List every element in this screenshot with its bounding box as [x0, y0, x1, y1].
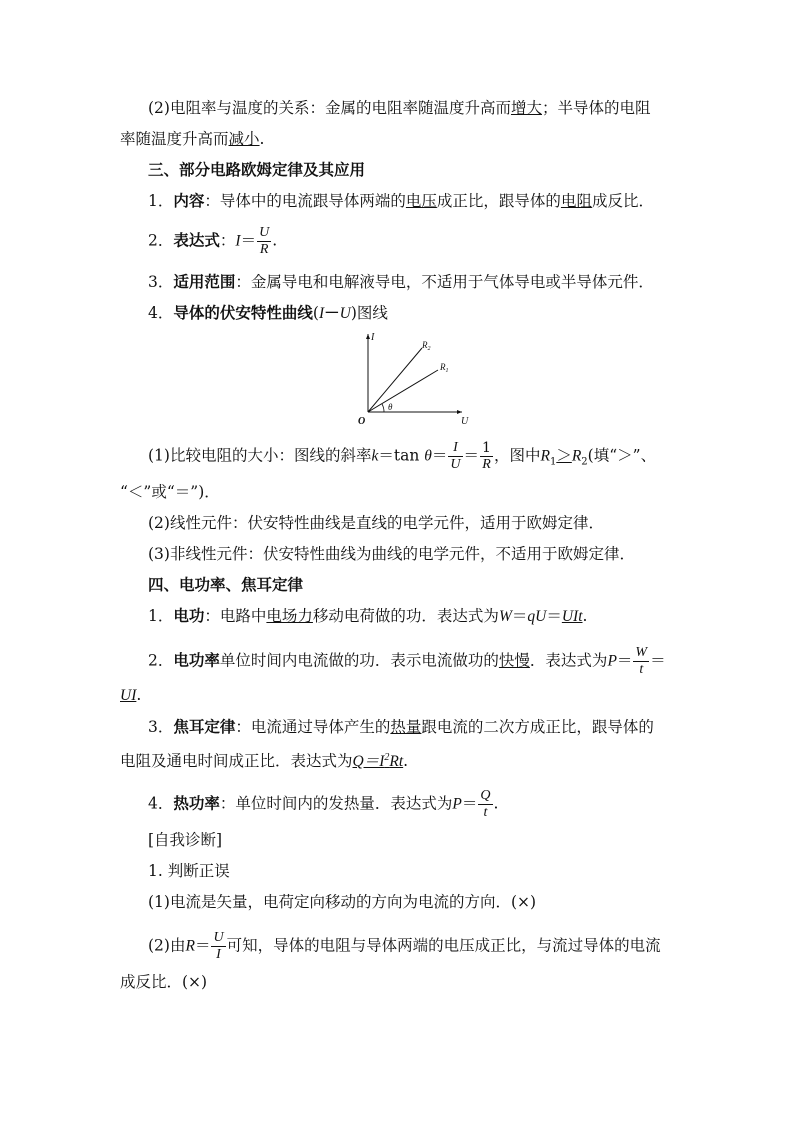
text: ：单位时间内的发热量．表达式为	[219, 794, 453, 813]
var-I: I	[235, 232, 241, 250]
equals: ＝	[511, 607, 528, 625]
r1-subscript: 1	[445, 368, 449, 374]
angle-arc	[382, 404, 384, 412]
ohm-content-line	[148, 190, 654, 212]
item-label: 电功	[173, 606, 205, 625]
subscript: 2	[581, 456, 588, 468]
item-number: 1．	[148, 607, 174, 625]
answer-Q-formula	[353, 753, 404, 770]
var-U: U	[339, 305, 351, 322]
answer-rate: 快慢	[498, 651, 530, 670]
var-W: W	[498, 608, 512, 625]
equals: ＝	[240, 231, 257, 250]
i-axis-arrow	[366, 334, 370, 339]
denominator: I	[216, 947, 221, 962]
fraction-I-over-U	[448, 440, 462, 473]
judge-item-2-line-2: 成反比．(×)	[120, 973, 208, 991]
r2-label	[421, 340, 431, 352]
denominator: t	[639, 662, 644, 677]
answer-greater: ＞	[556, 446, 572, 465]
item-label: 表达式	[173, 230, 220, 250]
numerator: U	[259, 225, 270, 240]
superscript: 2	[384, 752, 390, 763]
answer-UIt: UIt	[561, 608, 583, 625]
theta-label: θ	[388, 402, 393, 412]
var-theta: θ	[424, 447, 432, 465]
electric-power-line	[148, 645, 666, 678]
judge-item-1: (1)电流是矢量，电荷定向移动的方向为电流的方向．(×)	[148, 893, 537, 911]
section-heading-ohms-law: 三、部分电路欧姆定律及其应用	[148, 160, 366, 179]
text: .	[493, 794, 499, 813]
denominator: U	[450, 457, 461, 472]
var-I: I	[318, 305, 325, 322]
compare-resistance-line-2: “＜”或“＝”)．	[120, 483, 220, 501]
compare-resistance-line	[148, 440, 656, 474]
text: (1)比较电阻的大小：图线的斜率	[148, 446, 372, 465]
r2-letter: R	[422, 340, 428, 350]
resistivity-temperature-line	[148, 97, 651, 119]
numerator: 1	[482, 440, 491, 456]
text: .	[403, 752, 409, 771]
item-number: 1．	[148, 192, 174, 210]
linear-element-line: (2)线性元件：伏安特性曲线是直线的电学元件，适用于欧姆定律．	[148, 514, 604, 532]
text: 单位时间内电流做的功．表示电流做功的	[219, 651, 499, 670]
text: (2)电阻率与温度的关系：金属的电阻率随温度升高而	[148, 99, 511, 117]
thermal-power-line	[148, 788, 498, 821]
text: ．表达式为	[529, 651, 608, 670]
var-R: R	[571, 447, 582, 465]
numerator: U	[213, 930, 224, 945]
numerator: I	[448, 440, 462, 457]
text: ：	[219, 231, 236, 250]
text: 可知，导体的电阻与导体两端的电压成正比，与流过导体的电流	[226, 936, 661, 955]
answer-increase: 增大	[510, 99, 542, 117]
item-label: 适用范围	[173, 272, 236, 291]
fraction-1-over-R	[480, 440, 493, 473]
text: (	[312, 304, 319, 322]
item-number: 4．	[148, 794, 174, 813]
text: 成正比，跟导体的	[436, 192, 561, 210]
var-P: P	[452, 795, 462, 813]
equals: ＝	[194, 936, 211, 955]
item-number: 4．	[148, 304, 174, 322]
var-P: P	[607, 652, 617, 670]
answer-voltage: 电压	[405, 192, 437, 210]
resistivity-temperature-line-2	[120, 128, 264, 150]
item-label: 内容	[173, 191, 205, 210]
answer-heat: 热量	[390, 718, 422, 736]
text: ；半导体的电阻	[541, 99, 651, 117]
item-label: 导体的伏安特性曲线	[173, 303, 313, 322]
fraction-U-over-I	[211, 930, 225, 963]
denominator: t	[483, 805, 488, 820]
ohm-formula-line	[148, 225, 277, 258]
var-U: U	[535, 608, 547, 625]
formula-part: Q＝I	[352, 753, 385, 771]
i-axis-label: I	[371, 332, 375, 343]
origin-label: O	[358, 416, 366, 426]
iu-curve-heading-line	[148, 302, 388, 325]
text: 率随温度升高而	[120, 130, 229, 148]
text: .	[136, 686, 142, 704]
equals: ＝	[650, 651, 666, 670]
var-R: R	[540, 447, 550, 465]
line-R2	[368, 348, 422, 412]
answer-UI: UI	[120, 687, 137, 704]
text: .	[272, 231, 278, 250]
var-q: q	[527, 608, 536, 625]
var-k: k	[371, 447, 379, 465]
item-label: 电功率	[173, 650, 220, 670]
dash: －	[324, 303, 340, 322]
text: )图线	[350, 304, 388, 322]
r1-label	[439, 362, 449, 374]
text: ＝tan	[378, 446, 420, 465]
denominator: R	[482, 457, 491, 472]
ohm-scope-line	[148, 271, 654, 293]
item-number: 3．	[148, 718, 174, 736]
joule-law-line-2	[120, 747, 408, 773]
text: 电阻及通电时间成正比．表达式为	[120, 752, 353, 771]
text: ，图中	[493, 446, 541, 465]
text: ：电流通过导体产生的	[235, 718, 391, 736]
text: 跟电流的二次方成正比，跟导体的	[421, 718, 654, 736]
equals: ＝	[431, 446, 448, 465]
answer-decrease: 减小	[228, 130, 260, 148]
text: .	[259, 130, 265, 148]
text: ：金属导电和电解液导电，不适用于气体导电或半导体元件．	[235, 273, 654, 291]
judge-item-2	[148, 930, 661, 963]
text: (填“＞”、	[587, 446, 657, 465]
self-diagnosis-heading: [自我诊断]	[148, 831, 223, 849]
text: .	[582, 607, 588, 625]
judge-heading: 1. 判断正误	[148, 862, 230, 880]
item-number: 3．	[148, 273, 174, 291]
r1-letter: R	[440, 362, 446, 372]
numerator: W	[635, 645, 648, 660]
text: 移动电荷做的功．表达式为	[312, 607, 499, 625]
subscript: 1	[549, 456, 557, 468]
item-number: 2．	[148, 651, 174, 670]
answer-field-force: 电场力	[266, 607, 313, 625]
item-number: 2．	[148, 231, 174, 250]
formula-part: Rt	[389, 753, 404, 771]
text: 成反比．	[591, 192, 654, 210]
denominator: R	[259, 242, 269, 257]
u-axis-arrow	[457, 410, 462, 414]
equals: ＝	[463, 446, 480, 465]
text: ：电路中	[204, 607, 267, 625]
line-R1	[368, 370, 438, 412]
section-heading-electric-power: 四、电功率、焦耳定律	[148, 575, 304, 594]
fraction-W-over-t	[633, 645, 649, 678]
iu-characteristic-graph	[358, 330, 470, 426]
equals: ＝	[546, 607, 562, 625]
item-label: 热功率	[173, 793, 220, 813]
item-label: 焦耳定律	[173, 717, 236, 736]
electric-work-line	[148, 605, 587, 628]
var-R: R	[185, 937, 195, 955]
equals: ＝	[461, 794, 478, 813]
u-axis-label: U	[461, 416, 469, 426]
text: ：导体中的电流跟导体两端的	[204, 192, 406, 210]
fraction-Q-over-t	[478, 788, 492, 821]
equals: ＝	[616, 651, 633, 670]
fraction-U-over-R	[257, 225, 271, 258]
text: (2)由	[148, 936, 186, 955]
r2-subscript: 2	[427, 346, 431, 352]
nonlinear-element-line: (3)非线性元件：伏安特性曲线为曲线的电学元件，不适用于欧姆定律．	[148, 545, 635, 563]
numerator: Q	[480, 788, 491, 803]
electric-power-line-2	[120, 684, 141, 707]
joule-law-line	[148, 716, 654, 738]
answer-resistance: 电阻	[560, 192, 592, 210]
